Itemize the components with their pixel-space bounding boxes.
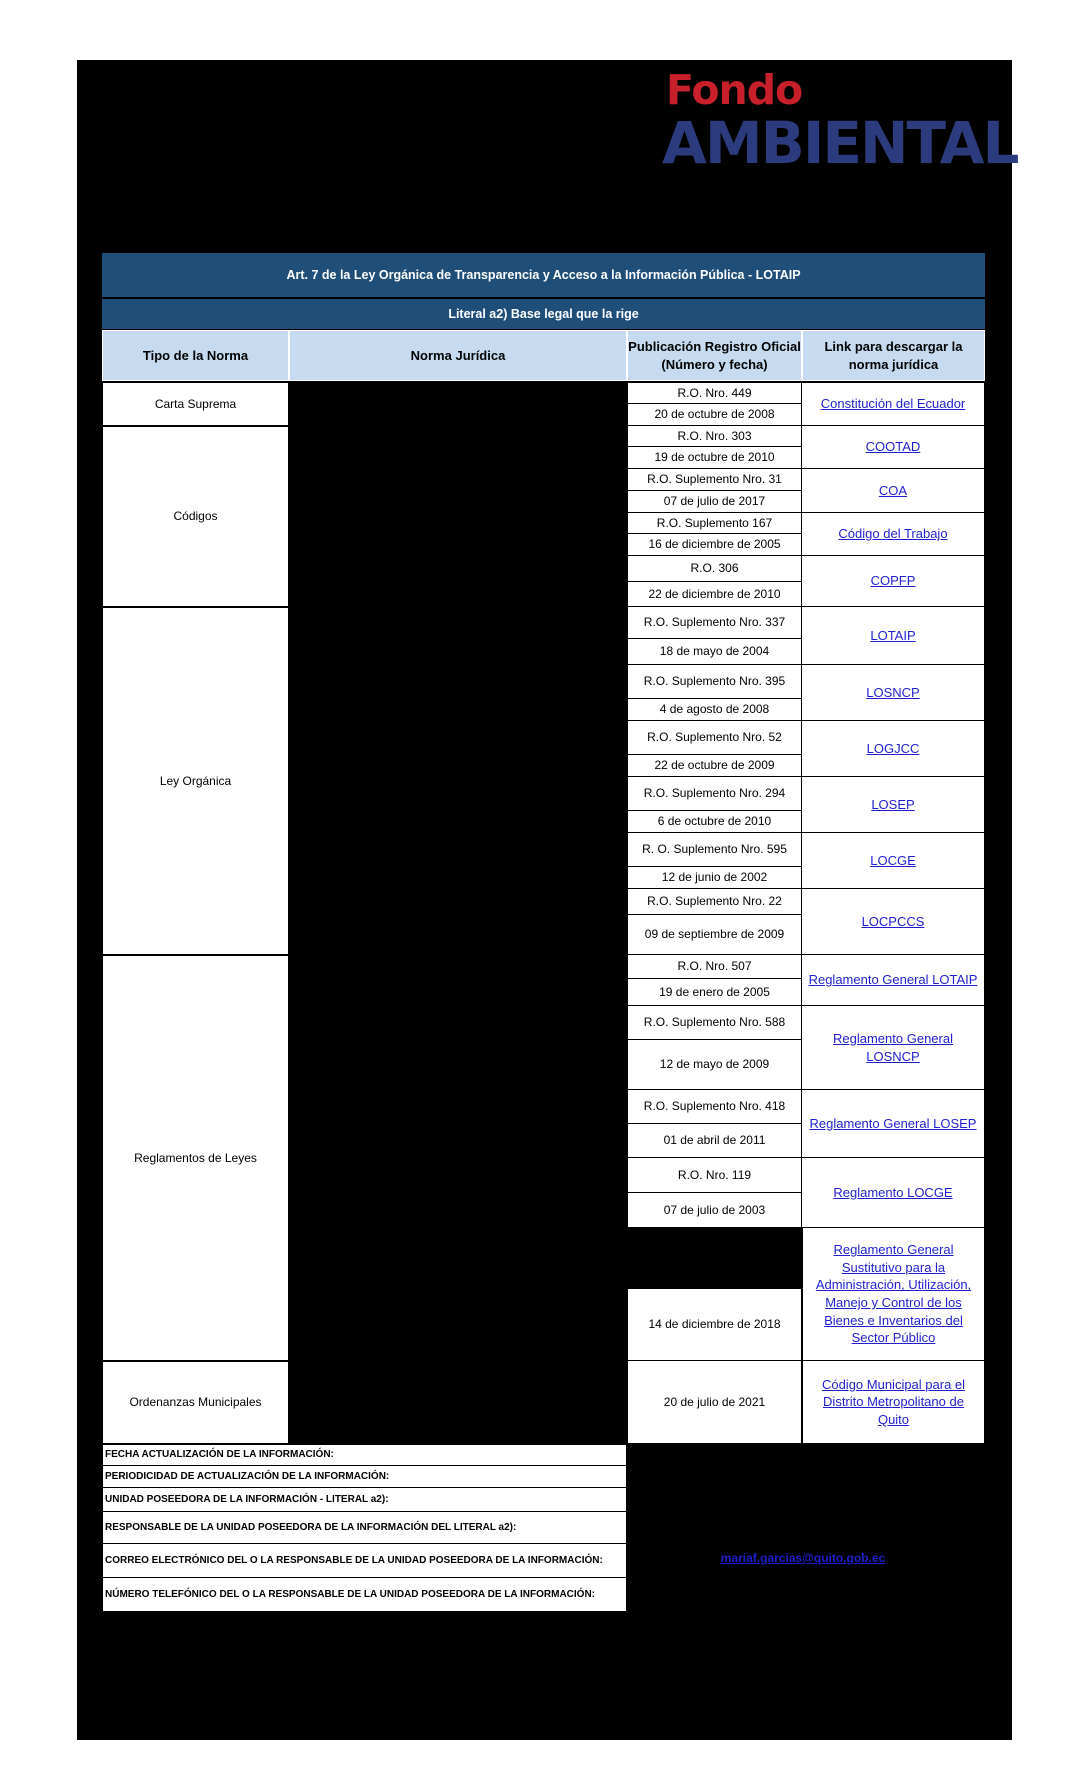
pub-cell: R.O. Nro. 449 — [627, 382, 802, 404]
column-header-tipo: Tipo de la Norma — [102, 330, 289, 381]
pub-cell: 20 de octubre de 2008 — [627, 404, 802, 426]
column-header-publicacion: Publicación Registro Oficial (Número y fecha) — [627, 330, 802, 381]
link-reglamento-bienes[interactable]: Reglamento General Sustitutivo para la Administración, Utilización, Manejo y Control de los Bienes e Inventarios del Sector Público — [802, 1228, 985, 1361]
table-title: Art. 7 de la Ley Orgánica de Transparencia y Acceso a la Información Pública - LOTAIP — [102, 253, 985, 297]
pub-cell: 6 de octubre de 2010 — [627, 811, 802, 833]
link-locge[interactable]: LOCGE — [802, 833, 985, 889]
pub-cell: R.O. Nro. 119 — [627, 1158, 802, 1193]
pub-cell: 14 de diciembre de 2018 — [627, 1288, 802, 1361]
column-header-link: Link para descargar la norma jurídica — [802, 330, 985, 381]
pub-cell: 12 de junio de 2002 — [627, 867, 802, 889]
pub-cell: R.O. Suplemento Nro. 395 — [627, 665, 802, 699]
logo-ambiental-text: AMBIENTAL — [662, 109, 1018, 177]
column-header-norma: Norma Jurídica — [289, 330, 627, 381]
link-losep[interactable]: LOSEP — [802, 777, 985, 833]
pub-cell: 07 de julio de 2003 — [627, 1193, 802, 1228]
tipo-codigos: Códigos — [102, 426, 289, 607]
tipo-carta-suprema: Carta Suprema — [102, 382, 289, 426]
footer-responsable-label: RESPONSABLE DE LA UNIDAD POSEEDORA DE LA INFORMACIÓN DEL LITERAL a2): — [102, 1512, 627, 1544]
pub-cell: R.O. Suplemento Nro. 22 — [627, 889, 802, 915]
pub-cell: R.O. Suplemento 167 — [627, 513, 802, 534]
pub-cell: R.O. Suplemento Nro. 337 — [627, 607, 802, 639]
pub-cell: 4 de agosto de 2008 — [627, 699, 802, 721]
footer-unidad-label: UNIDAD POSEEDORA DE LA INFORMACIÓN - LITERAL a2): — [102, 1488, 627, 1512]
link-locpccs[interactable]: LOCPCCS — [802, 889, 985, 955]
pub-cell: R.O. Suplemento Nro. 588 — [627, 1006, 802, 1040]
pub-cell: 22 de octubre de 2009 — [627, 755, 802, 777]
link-constitucion[interactable]: Constitución del Ecuador — [802, 382, 985, 426]
link-codigo-municipal[interactable]: Código Municipal para el Distrito Metropolitano de Quito — [802, 1361, 985, 1444]
link-coa[interactable]: COA — [802, 469, 985, 513]
pub-cell: 09 de septiembre de 2009 — [627, 915, 802, 955]
pub-cell: R.O. Nro. 507 — [627, 955, 802, 979]
pub-cell: R. O. Suplemento Nro. 595 — [627, 833, 802, 867]
pub-cell: 22 de diciembre de 2010 — [627, 582, 802, 607]
pub-cell: 01 de abril de 2011 — [627, 1124, 802, 1158]
link-reglamento-locge[interactable]: Reglamento LOCGE — [802, 1158, 985, 1228]
footer-fecha-label: FECHA ACTUALIZACIÓN DE LA INFORMACIÓN: — [102, 1444, 627, 1466]
footer-periodicidad-label: PERIODICIDAD DE ACTUALIZACIÓN DE LA INFORMACIÓN: — [102, 1466, 627, 1488]
link-reglamento-losep[interactable]: Reglamento General LOSEP — [802, 1090, 985, 1158]
link-codigo-trabajo[interactable]: Código del Trabajo — [802, 513, 985, 556]
link-logjcc[interactable]: LOGJCC — [802, 721, 985, 777]
tipo-reglamentos: Reglamentos de Leyes — [102, 955, 289, 1361]
pub-cell: R.O. Suplemento Nro. 294 — [627, 777, 802, 811]
pub-cell: 07 de julio de 2017 — [627, 491, 802, 513]
table-subtitle: Literal a2) Base legal que la rige — [102, 299, 985, 329]
link-copfp[interactable]: COPFP — [802, 556, 985, 607]
pub-cell: R.O. Suplemento Nro. 52 — [627, 721, 802, 755]
footer-correo-label: CORREO ELECTRÓNICO DEL O LA RESPONSABLE DE LA UNIDAD POSEEDORA DE LA INFORMACIÓN: — [102, 1544, 627, 1578]
tipo-ley-organica: Ley Orgánica — [102, 607, 289, 955]
tipo-ordenanzas: Ordenanzas Municipales — [102, 1361, 289, 1444]
pub-cell: R.O. Suplemento Nro. 31 — [627, 469, 802, 491]
logo-fondo-text: Fondo — [666, 66, 803, 114]
pub-cell: 19 de enero de 2005 — [627, 979, 802, 1006]
pub-cell: 19 de octubre de 2010 — [627, 447, 802, 469]
pub-cell: R.O. Suplemento Nro. 418 — [627, 1090, 802, 1124]
pub-cell: 20 de julio de 2021 — [627, 1361, 802, 1444]
link-losncp[interactable]: LOSNCP — [802, 665, 985, 721]
pub-cell: 16 de diciembre de 2005 — [627, 534, 802, 556]
link-reglamento-lotaip[interactable]: Reglamento General LOTAIP — [802, 955, 985, 1006]
link-reglamento-losncp[interactable]: Reglamento General LOSNCP — [802, 1006, 985, 1090]
pub-cell: 12 de mayo de 2009 — [627, 1040, 802, 1090]
link-lotaip[interactable]: LOTAIP — [802, 607, 985, 665]
pub-cell: R.O. 306 — [627, 556, 802, 582]
pub-cell: 18 de mayo de 2004 — [627, 639, 802, 665]
link-cootad[interactable]: COOTAD — [802, 426, 985, 469]
pub-cell: R.O. Nro. 303 — [627, 426, 802, 447]
responsable-email-link[interactable]: mariaf.garcias@quito.gob.ec — [720, 1551, 886, 1565]
footer-telefono-label: NÚMERO TELEFÓNICO DEL O LA RESPONSABLE DE LA UNIDAD POSEEDORA DE LA INFORMACIÓN: — [102, 1578, 627, 1612]
